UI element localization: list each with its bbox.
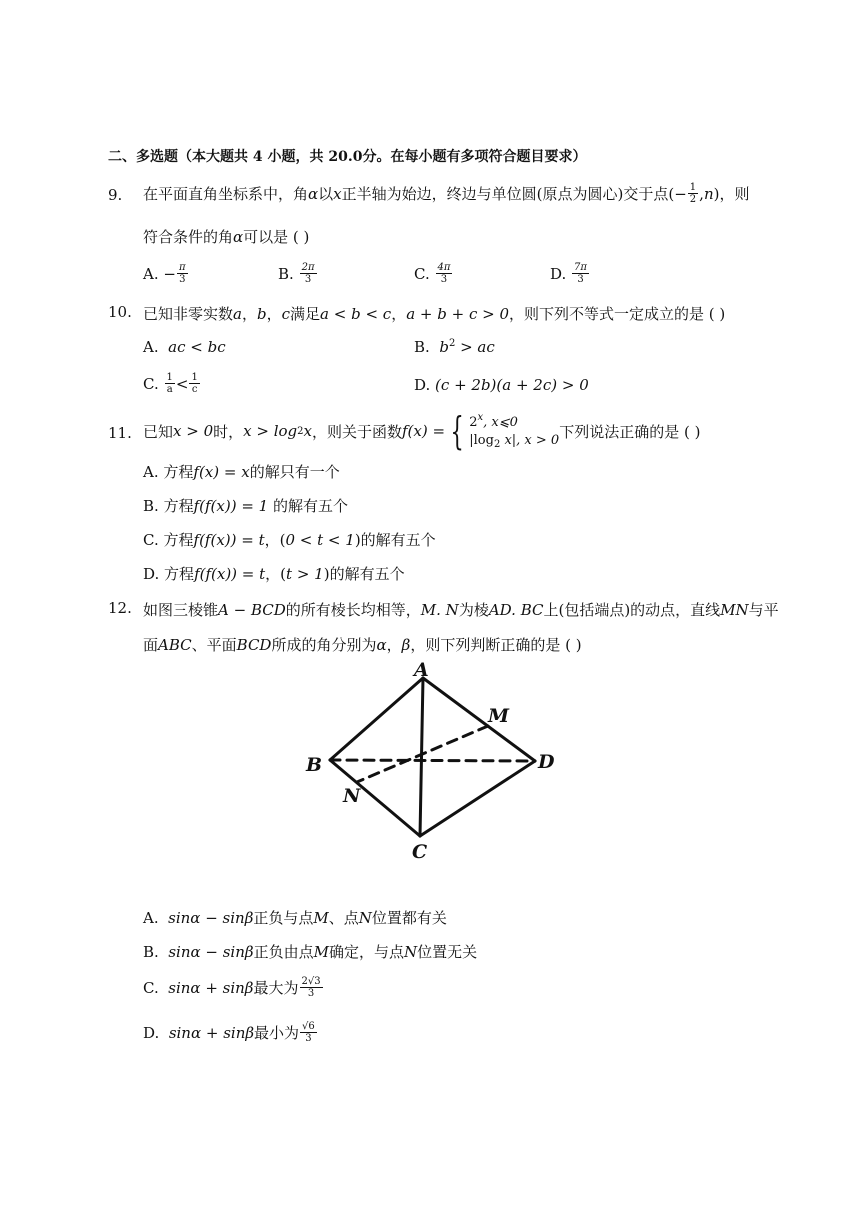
q12-opt-c-label: C.: [143, 978, 159, 997]
q10-option-b[interactable]: [414, 338, 495, 356]
q9-opt-d-frac: [572, 262, 589, 285]
q10-opt-b-rest: > ac: [455, 338, 495, 356]
q11-case2: [469, 432, 559, 454]
q12-ang-b: β: [401, 636, 411, 654]
q11-option-c[interactable]: [143, 529, 436, 550]
q11-case1-b: , x⩽0: [483, 414, 518, 430]
q9-opt-a-num: π: [178, 262, 186, 273]
q10-opt-a-expr: ac < bc: [168, 338, 226, 356]
q12-opt-b-a: 正负由点: [253, 943, 314, 961]
q12-opt-c-num-a: 2: [301, 976, 308, 987]
q12-opt-c-a: 最大为: [253, 979, 299, 997]
q9-x: x: [333, 184, 342, 203]
q11-opt-c-post: )的解有五个: [354, 531, 436, 549]
q12-option-c[interactable]: [143, 976, 324, 999]
q11-case1: [469, 409, 559, 432]
q12-opt-c-frac: [300, 976, 323, 999]
q11-opt-a-expr: f(x) = x: [193, 463, 250, 481]
q10-opt-c-lt: <: [175, 374, 189, 393]
q12-number: 12.: [108, 599, 132, 617]
q12-opt-b-expr: sinα − sinβ: [168, 943, 254, 961]
q12-opt-a-a: 正负与点: [253, 909, 314, 927]
q9-fraction: [688, 182, 698, 205]
q11-opt-a-post: 的解只有一个: [249, 463, 340, 481]
q10-opt-c-frac2: [189, 372, 199, 395]
q12-option-a[interactable]: [143, 907, 447, 928]
q9-n: n: [703, 184, 714, 203]
q11-opt-d-label: D.: [143, 565, 160, 583]
q11-text-a: 已知: [143, 422, 174, 441]
section-count: 4: [252, 149, 263, 165]
q12-ang-sep: ，: [386, 636, 402, 654]
q9-option-a[interactable]: [143, 262, 189, 285]
edge-ad: [423, 678, 535, 761]
q9-number: 9.: [108, 186, 123, 204]
q12-opt-a-b: 、点: [328, 909, 359, 927]
label-a: A: [414, 660, 429, 681]
q10-opt-c-frac1: [165, 372, 175, 395]
q12-line2-a: 面: [143, 636, 159, 654]
q12-text-a: 如图三棱锥: [143, 601, 219, 619]
q11-option-b[interactable]: [143, 495, 348, 516]
q12-opt-d-frac: [300, 1021, 317, 1044]
q12-line-mn: MN: [720, 601, 749, 619]
q11-cond2-b: x: [303, 422, 312, 440]
q11-number: 11.: [108, 424, 132, 442]
q9-opt-c-num: 4π: [437, 262, 451, 273]
q9-opt-b-label: B.: [278, 264, 294, 283]
q10-opt-c-num1: 1: [166, 372, 173, 383]
q11-opt-c-expr: f(f(x)) = t: [193, 531, 265, 549]
q10-text-c: ，: [266, 305, 282, 323]
section-mid: 小题，共: [267, 149, 324, 165]
q9-line2-a: 符合条件的角: [143, 228, 234, 246]
q11-case1-a: 2: [469, 414, 478, 430]
q12-opt-c-num: [300, 976, 323, 988]
q11-opt-c-pre: 方程: [163, 531, 194, 549]
q12-line2-d: ，则下列判断正确的是 ( ): [410, 636, 582, 654]
q11-text-c: ，则关于函数: [311, 422, 402, 441]
q12-plane2: BCD: [236, 636, 272, 654]
q11-opt-b-label: B.: [143, 497, 159, 515]
q12-line2-b: 、平面: [191, 636, 237, 654]
q9-line1: [143, 182, 749, 205]
tetrahedron-figure: [300, 660, 570, 865]
q10-opt-c-label: C.: [143, 374, 159, 393]
q11-opt-d-expr: f(f(x)) = t: [194, 565, 266, 583]
q12-opt-a-c: 位置都有关: [371, 909, 447, 927]
section-tail: 分。在每小题有多项符合题目要求）: [362, 149, 587, 165]
q12-text-d: 上(包括端点)的动点，直线: [543, 601, 721, 619]
q9-alpha: α: [308, 184, 319, 203]
q9-opt-a-sign: −: [163, 264, 176, 283]
q10-text-f: ，则下列不等式一定成立的是 ( ): [509, 305, 726, 323]
q12-option-b[interactable]: [143, 941, 477, 962]
q9-line2: [143, 226, 309, 247]
q11-text-b: 时，: [213, 422, 244, 441]
q10-opt-d-expr: (c + 2b)(a + 2c) > 0: [435, 376, 589, 394]
q10-text-a: 已知非零实数: [143, 305, 234, 323]
q11-cond2-sub: 2: [297, 425, 304, 437]
q10-b: b: [256, 305, 267, 323]
q12-opt-d-expr: sinα + sinβ: [168, 1023, 255, 1042]
q10-opt-b-sup: 2: [448, 338, 456, 349]
q9-opt-d-num: 7π: [574, 262, 587, 273]
q9-opt-b-frac: [300, 262, 317, 285]
q9-text-b: 以: [318, 185, 334, 203]
q11-text-d: 下列说法正确的是 ( ): [559, 422, 701, 441]
q12-opt-c-expr: sinα + sinβ: [168, 978, 254, 997]
q11-opt-c-label: C.: [143, 531, 159, 549]
q12-line2: [143, 634, 582, 655]
q11-case1-sup: x: [477, 411, 484, 423]
q9-option-b[interactable]: [278, 262, 318, 285]
edge-ab: [330, 678, 423, 760]
q11-opt-d-mid: ，(: [265, 565, 287, 583]
q12-plane1: ABC: [158, 636, 192, 654]
q11-option-a[interactable]: [143, 461, 340, 482]
q12-opt-a-expr: sinα − sinβ: [168, 909, 254, 927]
q9-comma: ,: [699, 184, 704, 203]
q10-option-a[interactable]: [143, 338, 226, 356]
label-n: N: [343, 785, 361, 807]
q11-opt-b-pre: 方程: [163, 497, 194, 515]
q10-cond2: a + b + c > 0: [406, 305, 510, 323]
label-d: D: [538, 751, 555, 773]
q12-line2-c: 所成的角分别为: [271, 636, 377, 654]
q10-opt-b-b: b: [439, 338, 449, 356]
q12-pyr: A − BCD: [218, 601, 286, 619]
q11-opt-a-label: A.: [143, 463, 159, 481]
q11-opt-a-pre: 方程: [163, 463, 194, 481]
q11-cond1: x > 0: [173, 422, 214, 440]
q12-opt-b-m: M: [313, 943, 329, 961]
section-header: [108, 146, 586, 166]
q11-case2-sub: 2: [493, 438, 501, 450]
q12-opt-c-num-rad: √3: [307, 976, 321, 987]
q11-func: f(x) =: [402, 422, 446, 440]
q12-text-e: 与平: [748, 601, 779, 619]
q12-ang-a: α: [376, 636, 387, 654]
q9-opt-a-label: A.: [143, 264, 159, 283]
q10-opt-b-label: B.: [414, 338, 430, 356]
q11-opt-d-cond: t > 1: [286, 565, 324, 583]
q9-alpha-2: α: [233, 228, 244, 246]
q12-opt-b-c: 位置无关: [417, 943, 478, 961]
q12-opt-b-n: N: [403, 943, 418, 961]
q10-a: a: [233, 305, 242, 323]
q9-text-c: 正半轴为始边，终边与单位圆(原点为圆心)交于点(: [341, 185, 675, 203]
q10-opt-a-label: A.: [143, 338, 159, 356]
q9-minus: −: [674, 184, 687, 203]
section-score: 20.0: [328, 149, 363, 165]
q12-mn: M. N: [420, 601, 459, 619]
q10-number: 10.: [108, 303, 132, 321]
edge-bd-dashed: [330, 760, 535, 761]
q12-opt-d-den: 3: [305, 1033, 312, 1044]
q9-opt-a-frac: [177, 262, 188, 285]
q12-opt-b-b: 确定，与点: [328, 943, 404, 961]
q9-opt-d-label: D.: [550, 264, 567, 283]
q9-option-d[interactable]: [550, 262, 590, 285]
q12-line1: [143, 599, 779, 620]
q11-opt-d-post: )的解有五个: [323, 565, 405, 583]
q11-opt-c-mid: ，(: [264, 531, 286, 549]
q9-opt-b-num: 2π: [301, 262, 315, 273]
section-title: 二、多选题（本大题共: [108, 149, 248, 165]
edge-cd: [420, 761, 535, 836]
q10-text-b: ，: [241, 305, 257, 323]
q9-opt-a-den: 3: [179, 274, 186, 285]
q10-text-e: ，: [391, 305, 407, 323]
q11-option-d[interactable]: [143, 563, 405, 584]
q10-c: c: [281, 305, 291, 323]
label-c: C: [412, 841, 428, 863]
q11-cond2-a: x > log: [243, 422, 298, 440]
q12-text-b: 的所有棱长均相等，: [285, 601, 421, 619]
label-b: B: [306, 754, 323, 776]
q10-stem: [143, 303, 725, 324]
q10-option-d[interactable]: [414, 376, 589, 394]
q10-opt-c-den2: c: [191, 384, 198, 395]
q12-edges: AD. BC: [488, 601, 544, 619]
q12-opt-d-a: 最小为: [254, 1024, 300, 1042]
q9-line2-b: 可以是 ( ): [243, 228, 310, 246]
q10-opt-d-label: D.: [414, 376, 431, 394]
label-m: M: [488, 705, 510, 727]
q12-opt-a-n: N: [358, 909, 372, 927]
q12-opt-d-num: √6: [302, 1021, 315, 1032]
q12-opt-d-label: D.: [143, 1023, 160, 1042]
q12-opt-a-label: A.: [143, 909, 159, 927]
q11-case2-a: |log: [469, 432, 494, 448]
q12-option-d[interactable]: [143, 1021, 318, 1044]
q10-option-c[interactable]: [143, 372, 201, 395]
q12-opt-c-den: 3: [307, 988, 315, 999]
q11-opt-b-expr: f(f(x)) = 1: [193, 497, 269, 515]
q11-brace: {: [450, 409, 464, 453]
q10-opt-c-num2: 1: [191, 372, 198, 383]
q9-frac-den: 2: [689, 194, 697, 205]
q9-opt-c-label: C.: [414, 264, 430, 283]
q9-opt-c-den: 3: [440, 274, 448, 285]
q9-option-c[interactable]: [414, 262, 453, 285]
q11-opt-c-cond: 0 < t < 1: [285, 531, 355, 549]
q9-opt-b-den: 3: [304, 274, 312, 285]
q12-opt-a-m: M: [313, 909, 329, 927]
q12-opt-b-label: B.: [143, 943, 159, 961]
q12-text-c: 为棱: [458, 601, 489, 619]
edge-ac: [420, 678, 423, 836]
q10-opt-c-den1: a: [166, 384, 173, 395]
q11-opt-d-pre: 方程: [164, 565, 195, 583]
q11-case2-b: x|, x > 0: [500, 432, 560, 448]
q9-opt-c-frac: [436, 262, 453, 285]
q9-frac-num: 1: [689, 182, 697, 193]
q11-opt-b-post: 的解有五个: [268, 497, 348, 515]
q9-opt-d-den: 3: [577, 274, 584, 285]
q9-text-d: )，则: [713, 185, 750, 203]
q10-text-d: 满足: [290, 305, 321, 323]
q11-stem: [143, 411, 700, 451]
q9-text-a: 在平面直角坐标系中，角: [143, 185, 309, 203]
q10-cond1: a < b < c: [320, 305, 392, 323]
q11-cases: [469, 409, 559, 454]
